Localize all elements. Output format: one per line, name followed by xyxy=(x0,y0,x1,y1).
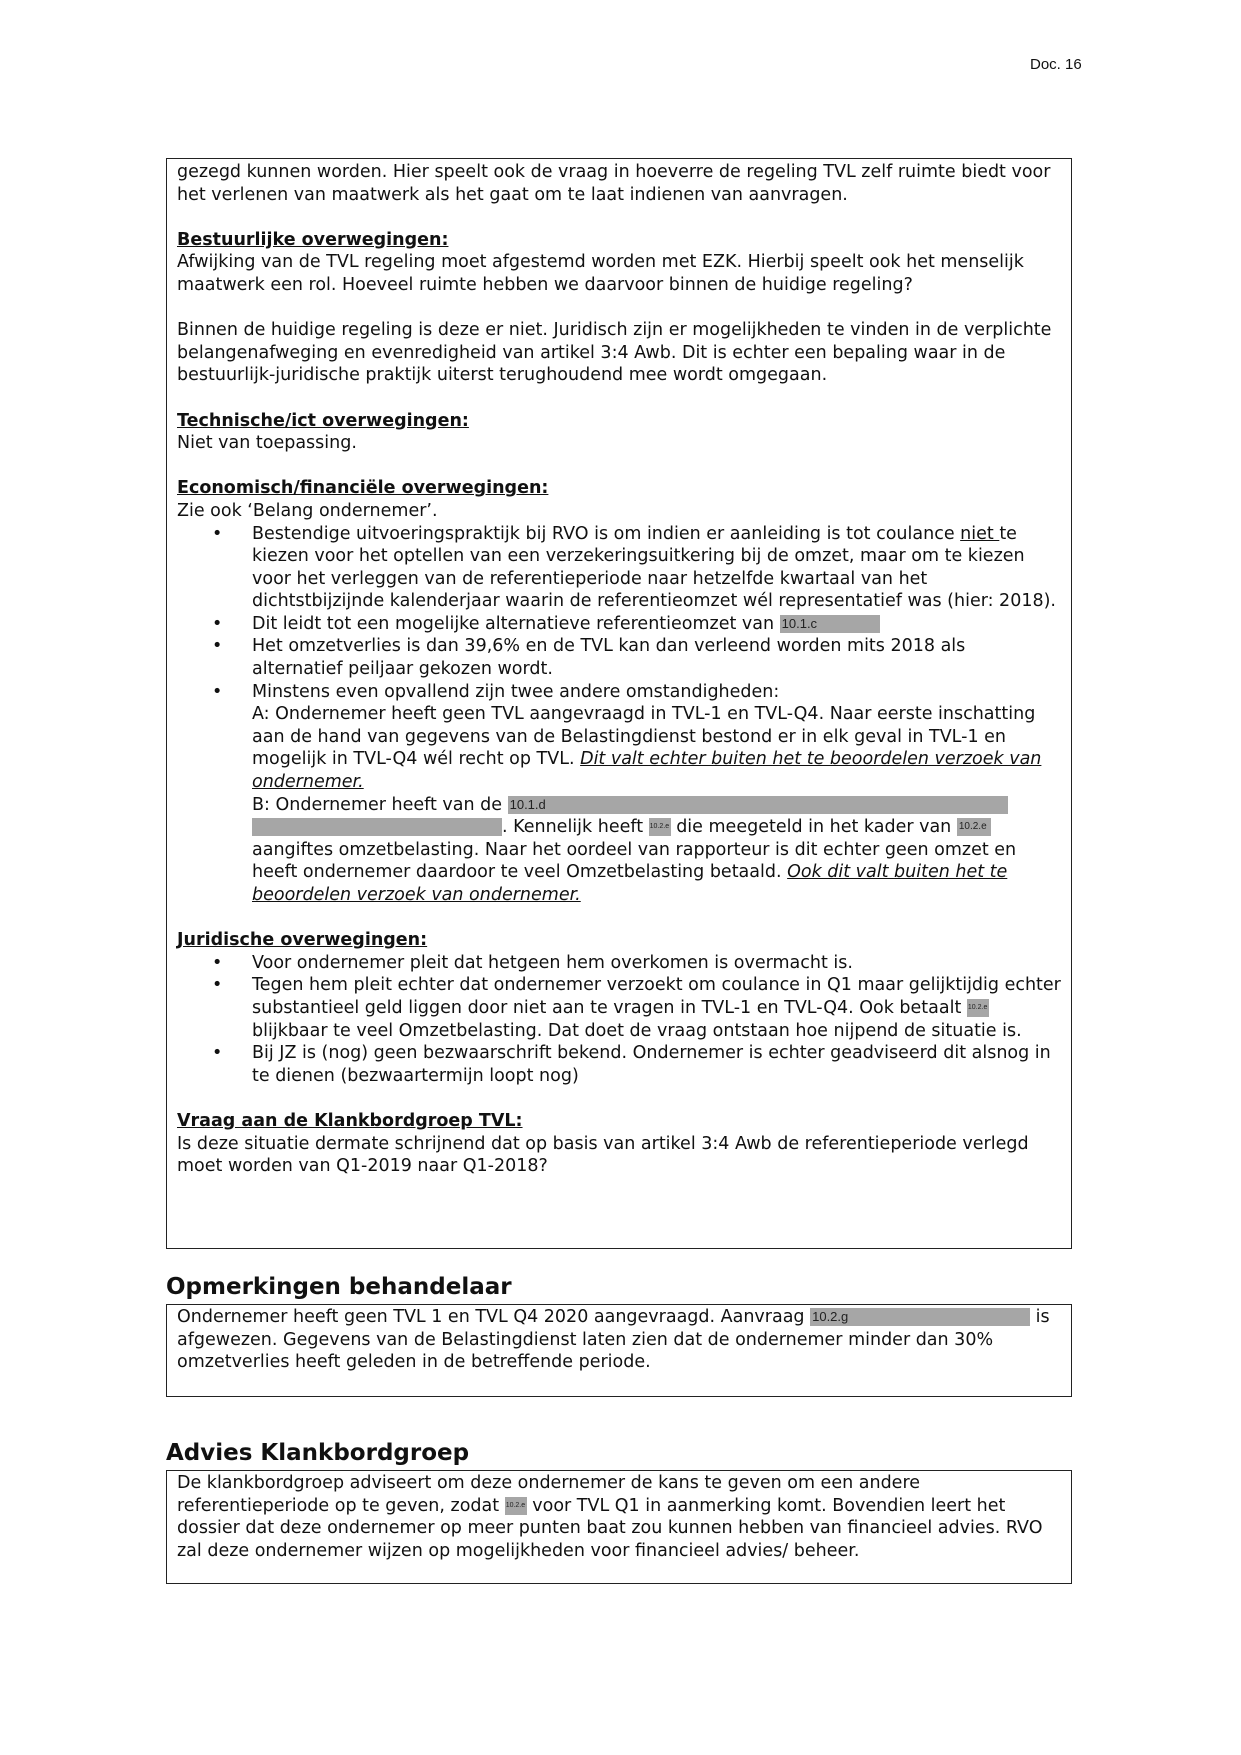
redaction-block: 10.2.e xyxy=(957,818,991,836)
section-title-opmerkingen: Opmerkingen behandelaar xyxy=(166,1274,512,1300)
redaction-block: 10.1.c xyxy=(780,615,880,633)
economisch-list xyxy=(177,523,1061,907)
redaction-block: 10.2.e xyxy=(505,1497,527,1515)
list-item: • Voor ondernemer pleit dat hetgeen hem overkomen is overmacht is. xyxy=(252,952,1061,975)
heading-bestuurlijk: Bestuurlijke overwegingen: xyxy=(177,229,449,250)
advies-paragraph: De klankbordgroep adviseert om deze ondernemer de kans te geven om een andere referentieperiode op te geven, zodat 10.2.e voor TVL Q1 in aanmerking komt. Bovendien leert het dossier dat deze ondernemer op meer punten baat zou kunnen hebben van financieel advies. RVO zal deze ondernemer wijzen op mogelijkheden voor financieel advies/ beheer. xyxy=(177,1473,1043,1561)
bestuurlijk-paragraph-2: Binnen de huidige regeling is deze er niet. Juridisch zijn er mogelijkheden te vinden in de verplichte belangenafweging en evenredigheid van artikel 3:4 Awb. Dit is echter een bepaling waar in de bestuurlijk-juridische praktijk uiterst terughoudend mee wordt omgegaan. xyxy=(177,320,1052,386)
list-item: • Tegen hem pleit echter dat ondernemer verzoekt om coulance in Q1 maar gelijktijdig echter substantieel geld liggen door niet aan te vragen in TVL-1 en TVL-Q4. Ook betaalt 10.2.e blijkbaar te veel Omzetbelasting. Dat doet de vraag ontstaan hoe nijpend de situatie is. xyxy=(252,974,1061,1042)
list-item: • Bestendige uitvoeringspraktijk bij RVO is om indien er aanleiding is tot coulance niet te kiezen voor het optellen van een verzekeringsuitkering bij de omzet, maar om te kiezen voor het verleggen van de referentieperiode naar hetzelfde kwartaal van het dichtstbijzijnde kalenderjaar waarin de referentieomzet wél representatief was (hier: 2018). xyxy=(252,523,1061,613)
redaction-block: 10.1.d xyxy=(508,796,1008,814)
bestuurlijk-paragraph-1: Afwijking van de TVL regeling moet afgestemd worden met EZK. Hierbij speelt ook het menselijk maatwerk een rol. Hoeveel ruimte hebben we daarvoor binnen de huidige regeling? xyxy=(177,252,1024,295)
redaction-block: 10.2.e xyxy=(649,818,671,836)
heading-juridisch: Juridische overwegingen: xyxy=(177,930,428,951)
section-title-advies: Advies Klankbordgroep xyxy=(166,1440,470,1466)
vraag-paragraph: Is deze situatie dermate schrijnend dat op basis van artikel 3:4 Awb de referentieperiode verlegd moet worden van Q1-2019 naar Q1-2018? xyxy=(177,1133,1029,1177)
opmerkingen-paragraph: Ondernemer heeft geen TVL 1 en TVL Q4 2020 aangevraagd. Aanvraag 10.2.g is afgewezen. Gegevens van de Belastingdienst laten zien dat de ondernemer minder dan 30% omzetverlies heeft geleden in de betreffende periode. xyxy=(177,1307,1050,1373)
list-item: • Dit leidt tot een mogelijke alternatieve referentieomzet van 10.1.c xyxy=(252,613,1061,636)
advies-box xyxy=(166,1470,1072,1584)
economisch-paragraph: Zie ook ‘Belang ondernemer’. xyxy=(177,500,438,521)
list-item: • Minstens even opvallend zijn twee andere omstandigheden: A: Ondernemer heeft geen TVL aangevraagd in TVL-1 en TVL-Q4. Naar eerste inschatting aan de hand van gegevens van de Belastingdienst bestond er in elk geval in TVL-1 en mogelijk in TVL-Q4 wél recht op TVL. Dit valt echter buiten het te beoordelen verzoek van ondernemer. B: Ondernemer heeft van de 10.1.d . Kennelijk heeft 10.2.e die meegeteld in het kader van 10.2.e aangiftes omzetbelasting. Naar het oordeel van rapporteur is dit echter geen omzet en heeft ondernemer daardoor te veel Omzetbelasting betaald. Ook dit valt buiten het te beoordelen verzoek van ondernemer. xyxy=(252,681,1061,907)
intro-paragraph: gezegd kunnen worden. Hier speelt ook de vraag in hoeverre de regeling TVL zelf ruimte biedt voor het verlenen van maatwerk als het gaat om te laat indienen van aanvragen. xyxy=(177,162,1051,205)
opmerkingen-box xyxy=(166,1304,1072,1397)
assessment-box xyxy=(166,158,1072,1249)
heading-technisch: Technische/ict overwegingen: xyxy=(177,410,469,431)
redaction-block: 10.2.e xyxy=(967,999,989,1017)
document-label: Doc. 16 xyxy=(1030,56,1082,73)
redaction-block xyxy=(252,818,502,836)
redaction-block: 10.2.g xyxy=(810,1308,1030,1326)
list-item: • Het omzetverlies is dan 39,6% en de TVL kan dan verleend worden mits 2018 als alternatief peiljaar gekozen wordt. xyxy=(252,635,1061,680)
heading-economisch: Economisch/financiële overwegingen: xyxy=(177,478,549,499)
juridisch-list xyxy=(177,952,1061,1088)
technisch-paragraph: Niet van toepassing. xyxy=(177,433,357,454)
heading-vraag: Vraag aan de Klankbordgroep TVL: xyxy=(177,1110,523,1131)
list-item: • Bij JZ is (nog) geen bezwaarschrift bekend. Ondernemer is echter geadviseerd dit alsnog in te dienen (bezwaartermijn loopt nog) xyxy=(252,1042,1061,1087)
